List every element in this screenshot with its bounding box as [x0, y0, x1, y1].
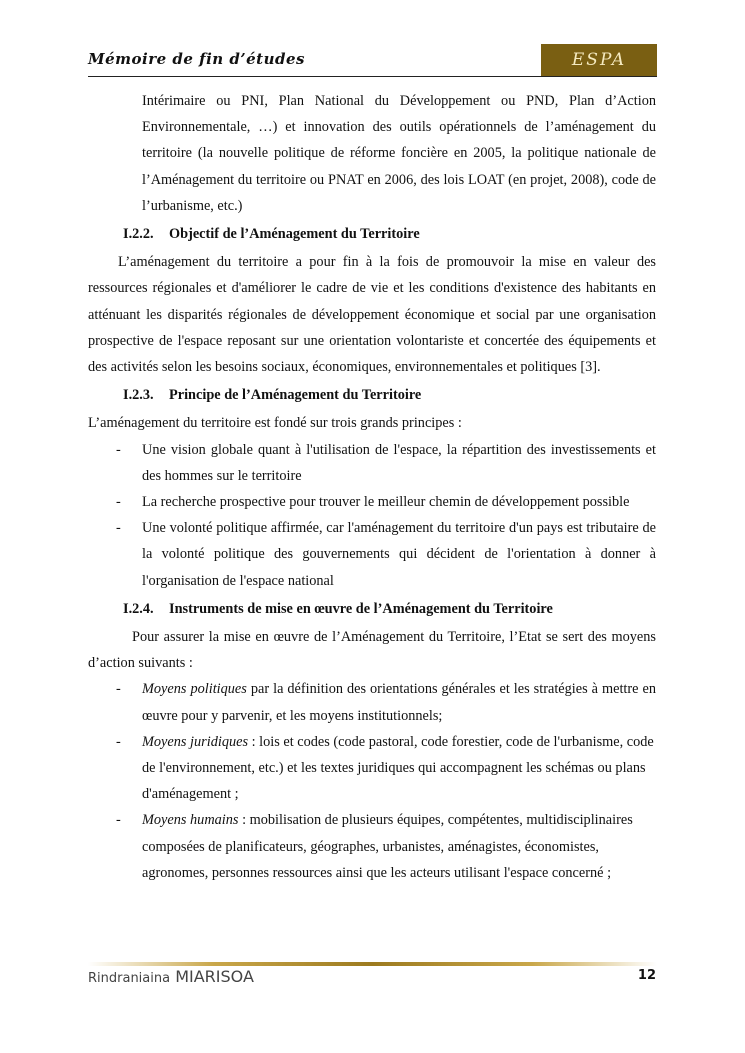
footer-author: [88, 967, 254, 986]
header-title: Mémoire de fin d’études: [88, 50, 305, 68]
list-item-text: Une volonté politique affirmée, car l'aménagement du territoire d'un pays est tributaire de la volonté politique des gouvernements qui décident de l'orientation à donner à l'organisation de l'espace national: [142, 520, 656, 589]
author-last-name: MIARISOA: [175, 967, 254, 986]
list-item: [88, 489, 656, 515]
page-number: 12: [637, 968, 656, 983]
section-222-paragraph: L’aménagement du territoire a pour fin à la fois de promouvoir la mise en valeur des ressources régionales et d'améliorer le cadre de vie et les conditions d'existence des habitants en atténuant les disparités régionales de développement économique et social par une organisation prospective de l'espace reposant sur une orientation volontariste et concertée des équipements et des activités selon les besoins sociaux, économiques, environnementales et politiques [3].: [88, 254, 656, 376]
list-item-term: Moyens humains: [142, 812, 239, 829]
section-heading-223: [88, 380, 656, 410]
bullet-dash: -: [116, 494, 121, 511]
header-school-label: ESPA: [571, 50, 627, 70]
bullet-dash: -: [116, 681, 121, 698]
bullet-dash: -: [116, 733, 121, 750]
list-item: [88, 807, 656, 886]
bullet-dash: -: [116, 812, 121, 829]
list-item-text: Une vision globale quant à l'utilisation de l'espace, la répartition des investissements et des hommes sur le territoire: [142, 441, 656, 484]
list-item-term: Moyens politiques: [142, 681, 247, 698]
list-item-text: : mobilisation de plusieurs équipes, compétentes, multidisciplinaires composées de planificateurs, géographes, urbanistes, aménagistes, économistes, agronomes, personnes ressources ainsi que les acteurs utilisant l'espace concerné ;: [142, 812, 633, 881]
page-body: [88, 88, 656, 886]
list-item: [88, 729, 656, 808]
section-number: I.2.3.: [123, 387, 154, 404]
section-heading-222: [88, 219, 656, 249]
section-title: Objectif de l’Aménagement du Territoire: [169, 226, 420, 243]
list-item: [88, 515, 656, 594]
continued-paragraph: Intérimaire ou PNI, Plan National du Développement ou PND, Plan d’Action Environnementale, …) et innovation des outils opérationnels de l’aménagement du territoire (la nouvelle politique de réforme foncière en 2005, la politique nationale de l’Aménagement du territoire ou PNAT en 2006, des lois LOAT (en projet, 2008), code de l’urbanisme, etc.): [142, 93, 656, 214]
list-item-text: La recherche prospective pour trouver le meilleur chemin de développement possible: [142, 494, 630, 511]
section-223-intro: L’aménagement du territoire est fondé sur trois grands principes :: [88, 415, 462, 432]
section-title: Instruments de mise en œuvre de l’Aménagement du Territoire: [169, 600, 553, 617]
header-divider: [88, 76, 657, 77]
list-item-text: : lois et codes (code pastoral, code forestier, code de l'urbanisme, code de l'environnement, etc.) et les textes juridiques qui accompagnent les schémas ou plans d'aménagement ;: [142, 733, 654, 803]
bullet-dash: -: [116, 441, 121, 458]
author-first-name: Rindraniaina: [88, 971, 171, 986]
list-item: [88, 437, 656, 489]
section-heading-224: [88, 594, 656, 624]
bullet-dash: -: [116, 520, 121, 537]
footer-divider: [88, 962, 657, 966]
section-number: I.2.4.: [123, 600, 154, 617]
section-number: I.2.2.: [123, 226, 154, 243]
section-title: Principe de l’Aménagement du Territoire: [169, 387, 422, 404]
list-item: [88, 676, 656, 728]
list-item-term: Moyens juridiques: [142, 733, 249, 750]
section-224-intro: Pour assurer la mise en œuvre de l’Aménagement du Territoire, l’Etat se sert des moyens d’action suivants :: [88, 629, 656, 672]
header-school-badge: [541, 44, 657, 76]
list-item-text: par la définition des orientations générales et les stratégies à mettre en œuvre pour y parvenir, et les moyens institutionnels;: [142, 681, 656, 724]
